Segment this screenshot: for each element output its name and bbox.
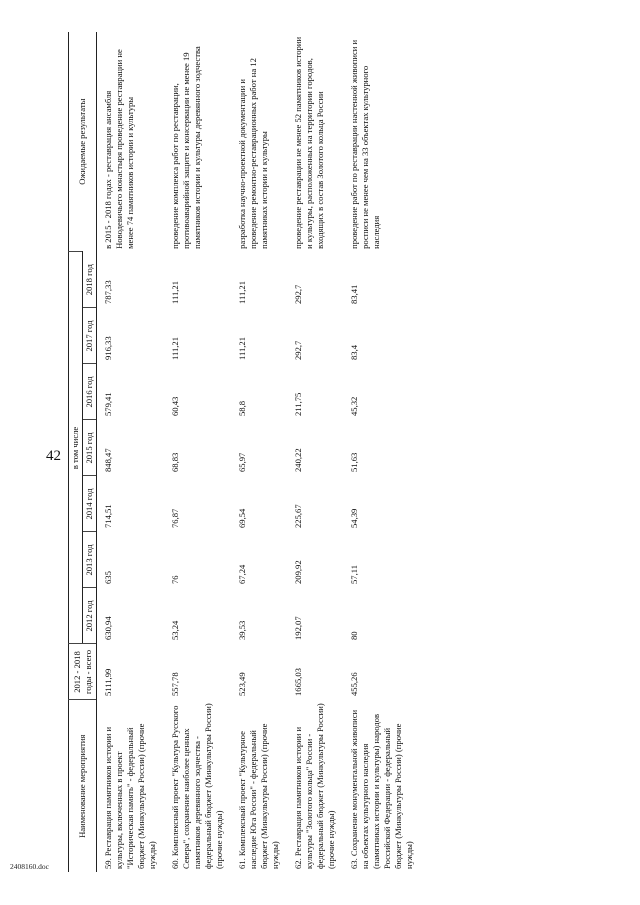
row-value: 225,67 [293,504,303,528]
row-total: 455,26 [349,672,359,696]
row-name: 63. Сохранение монументальной живописи на объектах культурного наследия (памятниках истории и культуры) народов Российской Федерации - федеральный бюджет (Минкультуры России) (прочие нужды) [349,709,414,869]
row-value: 54,39 [349,508,359,528]
row-value: 76 [170,575,180,584]
row-results: проведение комплекса работ по реставрации, противоаварийной защите и консервации не менее 19 памятников истории и культуры деревянного зодчества [170,46,202,249]
row-value: 292,7 [293,284,303,304]
header-year: 2016 год [83,364,97,420]
table-row [231,32,287,872]
row-name: 61. Комплексный проект "Культурное наследие Юга России" - федеральный бюджет (Минкультуры России) (прочие нужды) [237,723,280,869]
header-total: 2012 - 2018 годы - всего [69,644,97,700]
row-value: 630,94 [103,616,113,640]
header-year: 2015 год [83,420,97,476]
row-name: 59. Реставрация памятников истории и культуры, включенных в проект "Историческая память" - федеральный бюджет (Минкультуры России) (прочие нужды) [103,723,157,869]
row-results: проведение работ по реставрации настенной живописи и росписи не менее чем на 33 объектах культурного наследия [349,39,381,249]
header-year: 2013 год [83,532,97,588]
row-value: 80 [349,631,359,640]
row-value: 111,21 [170,281,180,304]
row-value: 58,8 [237,400,247,416]
header-name: Наименование мероприятия [69,700,97,872]
row-results: разработка научно-проектной документации и проведение ремонтно-реставрационных работ на 12 памятниках истории и культуры [237,58,269,249]
row-value: 916,33 [103,336,113,360]
row-results: проведение реставрации не менее 52 памятников истории и культуры, расположенных на территории городов, входящих в состав Золотого кольца России [293,36,325,249]
row-value: 69,54 [237,508,247,528]
header-year: 2018 год [83,252,97,308]
row-value: 635 [103,571,113,584]
rotated-table-container [68,32,638,872]
row-value: 51,63 [349,452,359,472]
row-name: 62. Реставрация памятников истории и культуры "Золотого кольца" России - федеральный бюджет (Минкультуры России) (прочие нужды) [293,703,336,869]
header-year: 2012 год [83,588,97,644]
row-total: 5111,99 [103,668,113,696]
header-including: в том числе [69,252,83,644]
row-results: в 2015 - 2018 годах - реставрация ансамбля Новодевичьего монастыря проведение реставрации не менее 74 памятников истории и культуры [103,49,135,249]
header-year: 2014 год [83,476,97,532]
row-total: 523,49 [237,672,247,696]
row-value: 714,51 [103,504,113,528]
row-value: 39,53 [237,620,247,640]
row-value: 53,24 [170,620,180,640]
row-value: 209,92 [293,560,303,584]
row-value: 848,47 [103,448,113,472]
row-total: 1665,03 [293,668,303,696]
row-value: 111,21 [237,337,247,360]
document-code: 2408160.doc [10,862,49,871]
row-value: 68,83 [170,452,180,472]
page-number: 42 [46,448,61,464]
table-row [97,32,165,872]
table-row [287,32,343,872]
row-value: 60,43 [170,396,180,416]
row-value: 45,32 [349,396,359,416]
row-value: 579,41 [103,392,113,416]
row-value: 111,21 [237,281,247,304]
row-value: 192,07 [293,616,303,640]
row-value: 111,21 [170,337,180,360]
header-year: 2017 год [83,308,97,364]
row-value: 67,24 [237,564,247,584]
row-total: 557,78 [170,672,180,696]
row-value: 65,97 [237,452,247,472]
funding-table [68,32,421,872]
row-value: 57,11 [349,564,359,584]
row-name: 60. Комплексный проект "Культура Русского Севера", сохранение наиболее ценных памятников деревянного зодчества - федеральный бюджет (Минкультуры России) (прочие нужды) [170,703,224,869]
row-value: 211,75 [293,392,303,416]
row-value: 787,33 [103,280,113,304]
row-value: 292,7 [293,340,303,360]
row-value: 240,22 [293,448,303,472]
table-row [343,32,421,872]
row-value: 83,4 [349,344,359,360]
row-value: 83,41 [349,284,359,304]
header-results: Ожидаемые результаты [69,32,97,252]
table-row [164,32,231,872]
row-value: 76,87 [170,508,180,528]
